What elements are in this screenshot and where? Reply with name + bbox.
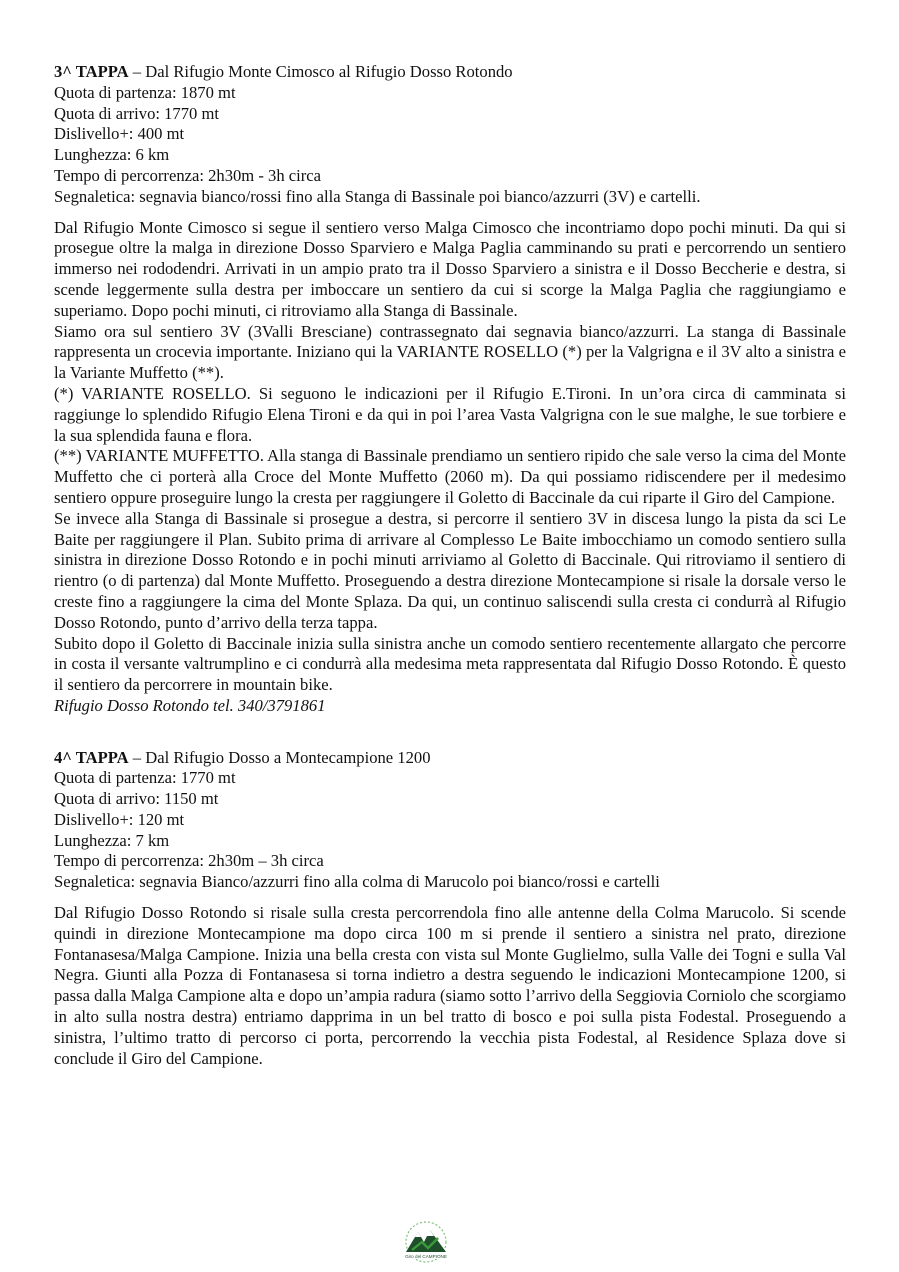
stage3-paragraph: Dal Rifugio Monte Cimosco si segue il sentiero verso Malga Cimosco che incontriamo dopo pochi minuti. Da qui si prosegue oltre la malga in direzione Dosso Sparviero e Malga Paglia camminando su prati e percorrendo un sentiero immerso nei rododendri. Arrivati in un ampio prato tra il Dosso Sparviero a sinistra e il Dosso Beccherie e destra, si scende leggermente sulla destra per imboccare un sentiero da cui si scorge la Malga Paglia che raggiungiamo e superiamo. Dopo pochi minuti, ci ritroviamo alla Stanga di Bassinale. [54, 217, 846, 320]
stage3-elevation-gain: Dislivello+: 400 mt [54, 124, 185, 144]
stage3-title [54, 62, 846, 83]
stage4-elevation-gain: Dislivello+: 120 mt [54, 809, 185, 829]
stage3-title-number: 3^ TAPPA [54, 62, 129, 81]
logo-text: Giro del CAMPIONE [405, 1254, 447, 1259]
stage3-contact: Rifugio Dosso Rotondo tel. 340/3791861 [54, 695, 326, 715]
giro-del-campione-logo [396, 1218, 456, 1264]
stage3-paragraph: Subito dopo il Goletto di Baccinale inizia sulla sinistra anche un comodo sentiero recentemente allargato che percorre in costa il versante valtrumplino e ci condurrà alla medesima meta rappresentata dal Rifugio Dosso Rotondo. È questo il sentiero da percorrere in mountain bike. [54, 633, 846, 695]
stage3-variant-rosello: (*) VARIANTE ROSELLO. Si seguono le indicazioni per il Rifugio E.Tironi. In un’ora circa di camminata si raggiunge lo splendido Rifugio Elena Tironi e da qui in poi l’area Vasta Valgrigna con le sue malghe, le sue torbiere e la sua splendida fauna e flora. [54, 383, 846, 445]
stage4-title [54, 748, 846, 769]
stage4-signage: Segnaletica: segnavia Bianco/azzurri fino alla colma di Marucolo poi bianco/rossi e cartelli [54, 872, 660, 892]
stage3-start-altitude: Quota di partenza: 1870 mt [54, 82, 236, 102]
stage3-end-altitude: Quota di arrivo: 1770 mt [54, 103, 219, 123]
stage3-title-text: – Dal Rifugio Monte Cimosco al Rifugio Dosso Rotondo [128, 62, 513, 81]
stage3-signage: Segnaletica: segnavia bianco/rossi fino alla Stanga di Bassinale poi bianco/azzurri (3V) e cartelli. [54, 186, 701, 206]
stage3-variant-muffetto: (**) VARIANTE MUFFETTO. Alla stanga di Bassinale prendiamo un sentiero ripido che sale verso la cima del Monte Muffetto che ci porterà alla Croce del Monte Muffetto (2060 m). Da qui possiamo ridiscendere per il medesimo sentiero oppure proseguire lungo la cresta per raggiungere il Goletto di Baccinale da cui riparte il Giro del Campione. [54, 446, 846, 507]
stage3-length: Lunghezza: 6 km [54, 145, 170, 165]
stage4-duration: Tempo di percorrenza: 2h30m – 3h circa [54, 851, 324, 871]
stage3-duration: Tempo di percorrenza: 2h30m - 3h circa [54, 165, 321, 185]
stage4-start-altitude: Quota di partenza: 1770 mt [54, 768, 236, 788]
mountain-logo-icon [396, 1218, 456, 1264]
stage3-paragraph: Siamo ora sul sentiero 3V (3Valli Bresciane) contrassegnato dai segnavia bianco/azzurri. La stanga di Bassinale rappresenta un crocevia importante. Iniziano qui la VARIANTE ROSELLO (*) per la Valgrigna e il 3V alto a sinistra e la Variante Muffetto (**). [54, 321, 846, 383]
stage3-paragraph: Se invece alla Stanga di Bassinale si prosegue a destra, si percorre il sentiero 3V in discesa lungo la pista da sci Le Baite per raggiungere il Plan. Subito prima di arrivare al Complesso Le Baite imbocchiamo un comodo sentiero sulla sinistra in direzione Dosso Rotondo e in pochi minuti arriviamo al Goletto di Baccinale. Qui ritroviamo il sentiero di rientro (o di partenza) dal Monte Muffetto. Proseguendo a destra direzione Montecampione si risale la dorsale verso le creste fino a raggiungere la cima del Monte Splaza. Da qui, un continuo saliscendi sulla cresta ci condurrà al Rifugio Dosso Rotondo, punto d’arrivo della terza tappa. [54, 508, 846, 632]
stage4-title-text: – Dal Rifugio Dosso a Montecampione 1200 [128, 747, 431, 767]
document-page [54, 62, 846, 1069]
stage4-length: Lunghezza: 7 km [54, 830, 170, 850]
stage4-end-altitude: Quota di arrivo: 1150 mt [54, 789, 219, 809]
stage4-title-number: 4^ TAPPA [54, 747, 129, 767]
stage4-paragraph: Dal Rifugio Dosso Rotondo si risale sulla cresta percorrendola fino alle antenne della Colma Marucolo. Si scende quindi in direzione Montecampione ma dopo circa 100 m si prende il sentiero a sinistra nel prato, direzione Fontanasesa/Malga Campione. Inizia una bella cresta con vista sul Monte Guglielmo, sulla Valle dei Togni e sulla Val Negra. Giunti alla Pozza di Fontanasesa si torna indietro a destra seguendo le indicazioni Montecampione 1200, si passa dalla Malga Campione alta e dopo un’ampia radura (siamo sotto l’arrivo della Seggiovia Corniolo che scorgiamo in alto sulla nostra destra) entriamo dapprima in un bel tratto di bosco e poi sulla pista Fodestal. Proseguendo a sinistra, l’ultimo tratto di percorso ci porta, percorrendo la vecchia pista Fodestal, al Residence Splaza dove si conclude il Giro del Campione. [54, 903, 846, 1068]
